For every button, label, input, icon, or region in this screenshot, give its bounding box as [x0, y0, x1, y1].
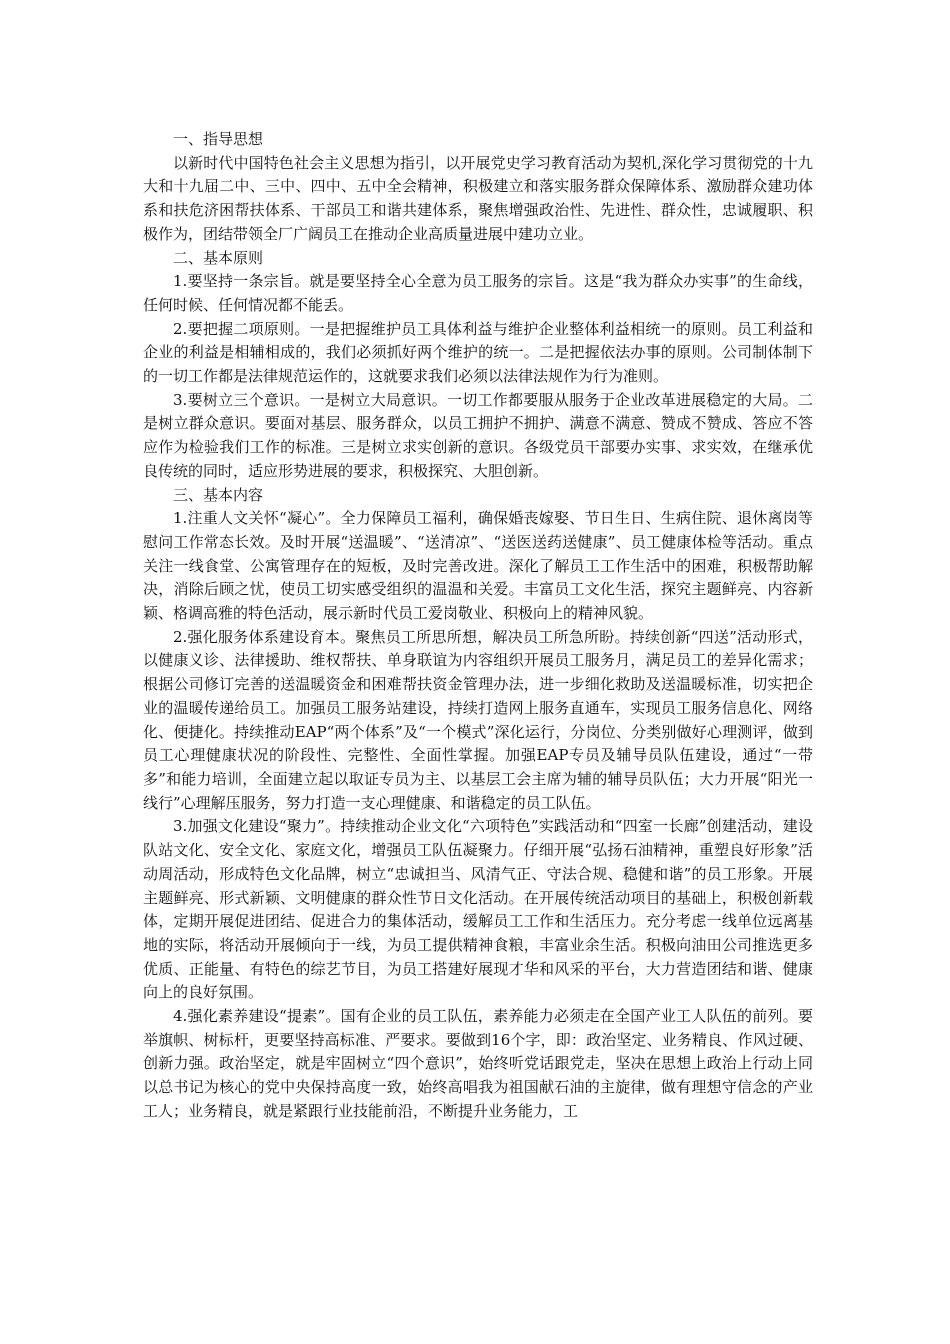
- paragraph: 3.加强文化建设“聚力”。持续推动企业文化“六项特色”实践活动和“四室一长廊”创建活动，建设队站文化、安全文化、家庭文化，增强员工队伍凝聚力。仔细开展“弘扬石油精神，重塑良好形象”活动周活动，形成特色文化品牌，树立“忠诚担当、风清气正、守法合规、稳健和谐”的员工形象。开展主题鲜亮、形式新颖、文明健康的群众性节日文化活动。在开展传统活动项目的基础上，积极创新载体，定期开展促进团结、促进合力的集体活动，缓解员工工作和生活压力。充分考虑一线单位远离基地的实际，将活动开展倾向于一线，为员工提供精神食粮，丰富业余生活。积极向油田公司推选更多优质、正能量、有特色的综艺节目，为员工搭建好展现才华和风采的平台，大力营造团结和谐、健康向上的良好氛围。: [143, 817, 813, 1002]
- paragraph: 1.要坚持一条宗旨。就是要坚持全心全意为员工服务的宗旨。这是“我为群众办实事”的生命线，任何时候、任何情况都不能丢。: [143, 272, 813, 314]
- paragraph: 2.要把握二项原则。一是把握维护员工具体利益与维护企业整体利益相统一的原则。员工利益和企业的利益是相辅相成的，我们必须抓好两个维护的统一。二是把握依法办事的原则。公司制体制下的一切工作都是法律规范运作的，这就要求我们必须以法律法规作为行为准则。: [143, 319, 813, 386]
- paragraph: 2.强化服务体系建设育本。聚焦员工所思所想，解决员工所急所盼。持续创新“四送”活动形式，以健康义诊、法律援助、维权帮扶、单身联谊为内容组织开展员工服务月，满足员工的差异化需求；根据公司修订完善的送温暖资金和困难帮扶资金管理办法，进一步细化救助及送温暖标准，切实把企业的温暖传递给员工。加强员工服务站建设，持续打造网上服务直通车，实现员工服务信息化、网络化、便捷化。持续推动EAP“两个体系”及“一个模式”深化运行，分岗位、分类别做好心理测评，做到员工心理健康状况的阶段性、完整性、全面性掌握。加强EAP专员及辅导员队伍建设，通过“一带多”和能力培训，全面建立起以取证专员为主、以基层工会主席为辅的辅导员队伍；大力开展“阳光一线行”心理解压服务，努力打造一支心理健康、和谐稳定的员工队伍。: [143, 627, 813, 812]
- section-heading: 三、基本内容: [173, 485, 264, 504]
- paragraph: 1.注重人文关怀“凝心”。全力保障员工福利，确保婚丧嫁娶、节日生日、生病住院、退休离岗等慰问工作常态长效。及时开展“送温暖”、“送清凉”、“送医送药送健康”、员工健康体检等活动。重点关注一线食堂、公寓管理存在的短板，及时完善改进。深化了解员工工作生活中的困难，积极帮助解决，消除后顾之忧，使员工切实感受组织的温温和关爱。丰富员工文化生活，探究主题鲜亮、内容新颖、格调高雅的特色活动，展示新时代员工爱岗敬业、积极向上的精神风貌。: [143, 509, 813, 623]
- paragraph: 4.强化素养建设“提素”。国有企业的员工队伍，素养能力必须走在全国产业工人队伍的前列。要举旗帜、树标杆，更要坚持高标准、严要求。要做到16个字，即：政治坚定、业务精良、作风过硬、创新力强。政治坚定，就是牢固树立“四个意识”，始终听党话跟党走，坚决在思想上政治上行动上同以总书记为核心的党中央保持高度一致，始终高唱我为祖国献石油的主旋律，做有理想守信念的产业工人；业务精良，就是紧跟行业技能前沿，不断提升业务能力，工: [143, 1007, 813, 1120]
- section-heading: 二、基本原则: [173, 248, 264, 267]
- paragraph: 3.要树立三个意识。一是树立大局意识。一切工作都要服从服务于企业改革进展稳定的大局。二是树立群众意识。要面对基层、服务群众，以员工拥护不拥护、满意不满意、赞成不赞成、答应不答应作为检验我们工作的标准。三是树立求实创新的意识。各级党员干部要办实事、求实效，在继承优良传统的同时，适应形势进展的要求，积极探究、大胆创新。: [143, 390, 813, 480]
- paragraph: 以新时代中国特色社会主义思想为指引，以开展党史学习教育活动为契机,深化学习贯彻党的十九大和十九届二中、三中、四中、五中全会精神，积极建立和落实服务群众保障体系、激励群众建功体系和扶危济困帮扶体系、干部员工和谐共建体系，聚焦增强政治性、先进性、群众性，忠诚履职、积极作为，团结带领全厂广阔员工在推动企业高质量进展中建功立业。: [143, 153, 813, 243]
- section-heading: 一、指导思想: [173, 130, 264, 148]
- document-body: [143, 128, 813, 1124]
